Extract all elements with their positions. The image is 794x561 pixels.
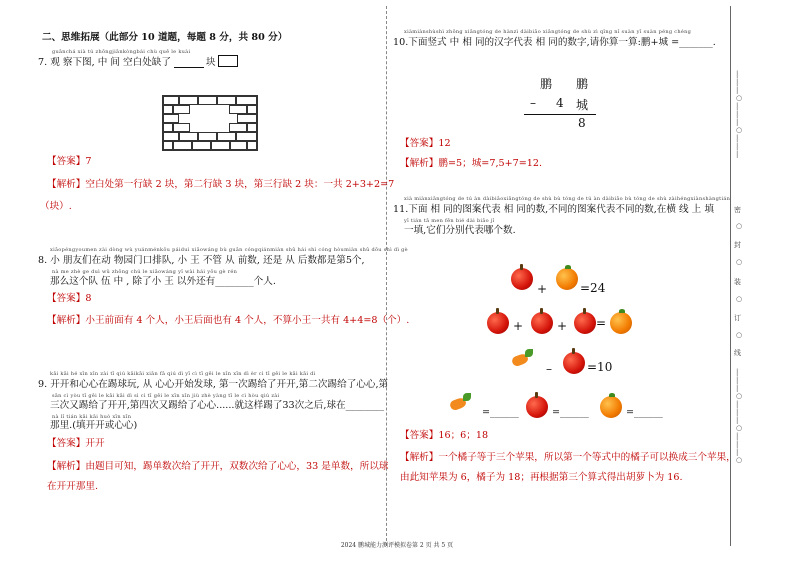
q10-sum-line [524,114,596,115]
q10-row1-a: 鹏 [540,77,553,91]
q7-explanation-1: 【解析】空白处第一行缺 2 块，第二行缺 3 块，第三行缺 2 块：一共 2+3+2=7 [47,179,395,190]
q8-answer: 【答案】8 [47,293,92,304]
orange-icon [600,396,622,418]
q9-text-1: 9. 开开和心心在踢球玩, 从 心心开始发球, 第一次踢给了开开,第二次踢给了心心,第 [38,379,389,390]
q7-answer-box [218,55,238,67]
q9-pinyin-3: nà lǐ tián kāi kāi huò xīn xīn [52,414,132,420]
q9-text-2: 三次又踢给了开开,第四次又踢给了心心......就这样踢了33次之后,球在________ [50,400,385,411]
q11-pinyin-1: xià miànxiāngtóng de tú àn dàibiǎoxiāngtóng de shù bù tóng de tú àn dàibiǎo bù tóng de shù zàihéngxiànshàngtián [404,196,731,202]
q11-eq1-op: + [537,282,548,296]
binding-line [730,6,731,546]
q8-text-2: 那么这个队 伍 中 , 除了小 王 以外还有________个人. [50,276,276,287]
q11-eq3-op: – [546,362,552,376]
section-title: 二、思维拓展（此部分 10 道题，每题 8 分，共 80 分） [42,32,288,43]
q10-explanation: 【解析】鹏=5；城=7,5+7=12. [400,158,543,169]
q8-pinyin-1: xiǎopéngyoumen zài dòng wù yuánménkǒu páiduì xiǎowáng bù guǎn cóngqiánmiàn shǔ hái shì cóng hòumiàn shǔ dōu shì dì gè [50,247,408,253]
q7-blank [174,67,204,68]
q11-explanation-2: 由此知苹果为 6，橘子为 18；再根据第三个算式得出胡萝卜为 16. [400,472,683,483]
q11-text-2: 一填,它们分别代表哪个数. [404,225,516,236]
q7-text-b: 块 [206,57,216,68]
q7-answer: 【答案】7 [47,156,92,167]
q10-row2-b: 城 [576,98,589,112]
q10-row2-op: – [530,96,536,110]
orange-icon [556,268,578,290]
apple-icon [511,268,533,290]
q11-eq4-blank1: =______ [482,407,519,418]
q11-eq2-op1: + [513,319,524,333]
binding-char-xian: 线 [734,349,741,357]
q9-pinyin-1: kāi kāi hé xīn xīn zài tī qiú kāikāi xiān fā qiú dì yī cì tī gěi le xīn xīn dì èr cì tī gěi le kāi kāi dì [50,371,316,377]
q11-explanation-1: 【解析】一个橘子等于三个苹果，所以第一个等式中的橘子可以换成三个苹果， [400,452,736,463]
brick-wall [162,95,258,151]
page-footer: 2024 鹏城能力测评模拟卷第 2 页 共 5 页 [340,542,454,549]
orange-icon [610,312,632,334]
q10-pinyin: xiàmiànshùshì zhōng xiāngtóng de hànzì dàibiǎo xiāngtóng de shù zì qǐng nǐ suàn yī suàn péng chéng [404,29,692,35]
q11-text-1: 11.下面 相 同的图案代表 相 同的数,不同的图案代表不同的数,在横 线 上 填 [393,204,714,215]
carrot-icon [450,396,472,410]
q7-pinyin: guānchá xià tú zhōngjiānkòngbái chù quē le kuài [52,49,191,55]
apple-icon [526,396,548,418]
apple-icon [487,312,509,334]
q10-answer: 【答案】12 [400,138,451,149]
q11-eq1-result: =24 [580,281,606,295]
q7-text-a: 7. 观 察下图, 中 间 空白处缺了 [38,57,171,68]
q7-explanation-2: （块）. [40,201,72,212]
apple-icon [563,352,585,374]
binding-char-feng: 封 [734,241,741,249]
carrot-icon [512,352,534,366]
q11-eq2-eq: = [596,316,607,330]
apple-icon [574,312,596,334]
q9-text-3: 那里.(填开开或心心) [50,420,138,431]
q10-row3: 8 [578,116,586,130]
binding-char-zhuang: 装 [734,278,741,286]
q11-eq2-op2: + [557,319,568,333]
q9-explanation-1: 【解析】由题目可知，踢单数次给了开开，双数次给了心心，33 是单数，所以球 [47,461,389,472]
q11-eq3-result: =10 [587,360,613,374]
q10-text: 10.下面竖式 中 相 同的汉字代表 相 同的数字,请你算一算:鹏+城 =_______. [393,37,716,48]
binding-char-mi: 密 [734,206,741,214]
q8-pinyin-2: nà me zhè ge duì wǔ zhōng chú le xiǎowáng yǐ wài hái yǒu gè rén [52,269,238,275]
q11-eq4-blank3: =______ [626,407,663,418]
q11-answer: 【答案】16；6；18 [400,430,489,441]
binding-char-ding: 订 [734,314,741,322]
q9-explanation-2: 在开开那里. [47,481,99,492]
q8-explanation: 【解析】小王前面有 4 个人，小王后面也有 4 个人，不算小王一共有 4+4=8（个）. [47,315,410,326]
q10-row2-a: 4 [556,96,564,110]
q11-pinyin-2: yī tián tā men fēn bié dài biǎo jǐ [404,218,495,224]
q8-text-1: 8. 小 朋友们在动 物园门口排队, 小 王 不管 从 前数, 还是 从 后数都是第5个, [38,255,365,266]
q11-eq4-blank2: =______ [552,407,589,418]
q9-answer: 【答案】开开 [47,438,105,449]
apple-icon [531,312,553,334]
q9-pinyin-2: sān cì yòu tī gěi le kāi kāi dì sì cì tī gěi le xīn xīn jiù zhè yàng tī le cì hòu qiú zài [52,393,280,399]
q10-row1-b: 鹏 [576,77,589,91]
